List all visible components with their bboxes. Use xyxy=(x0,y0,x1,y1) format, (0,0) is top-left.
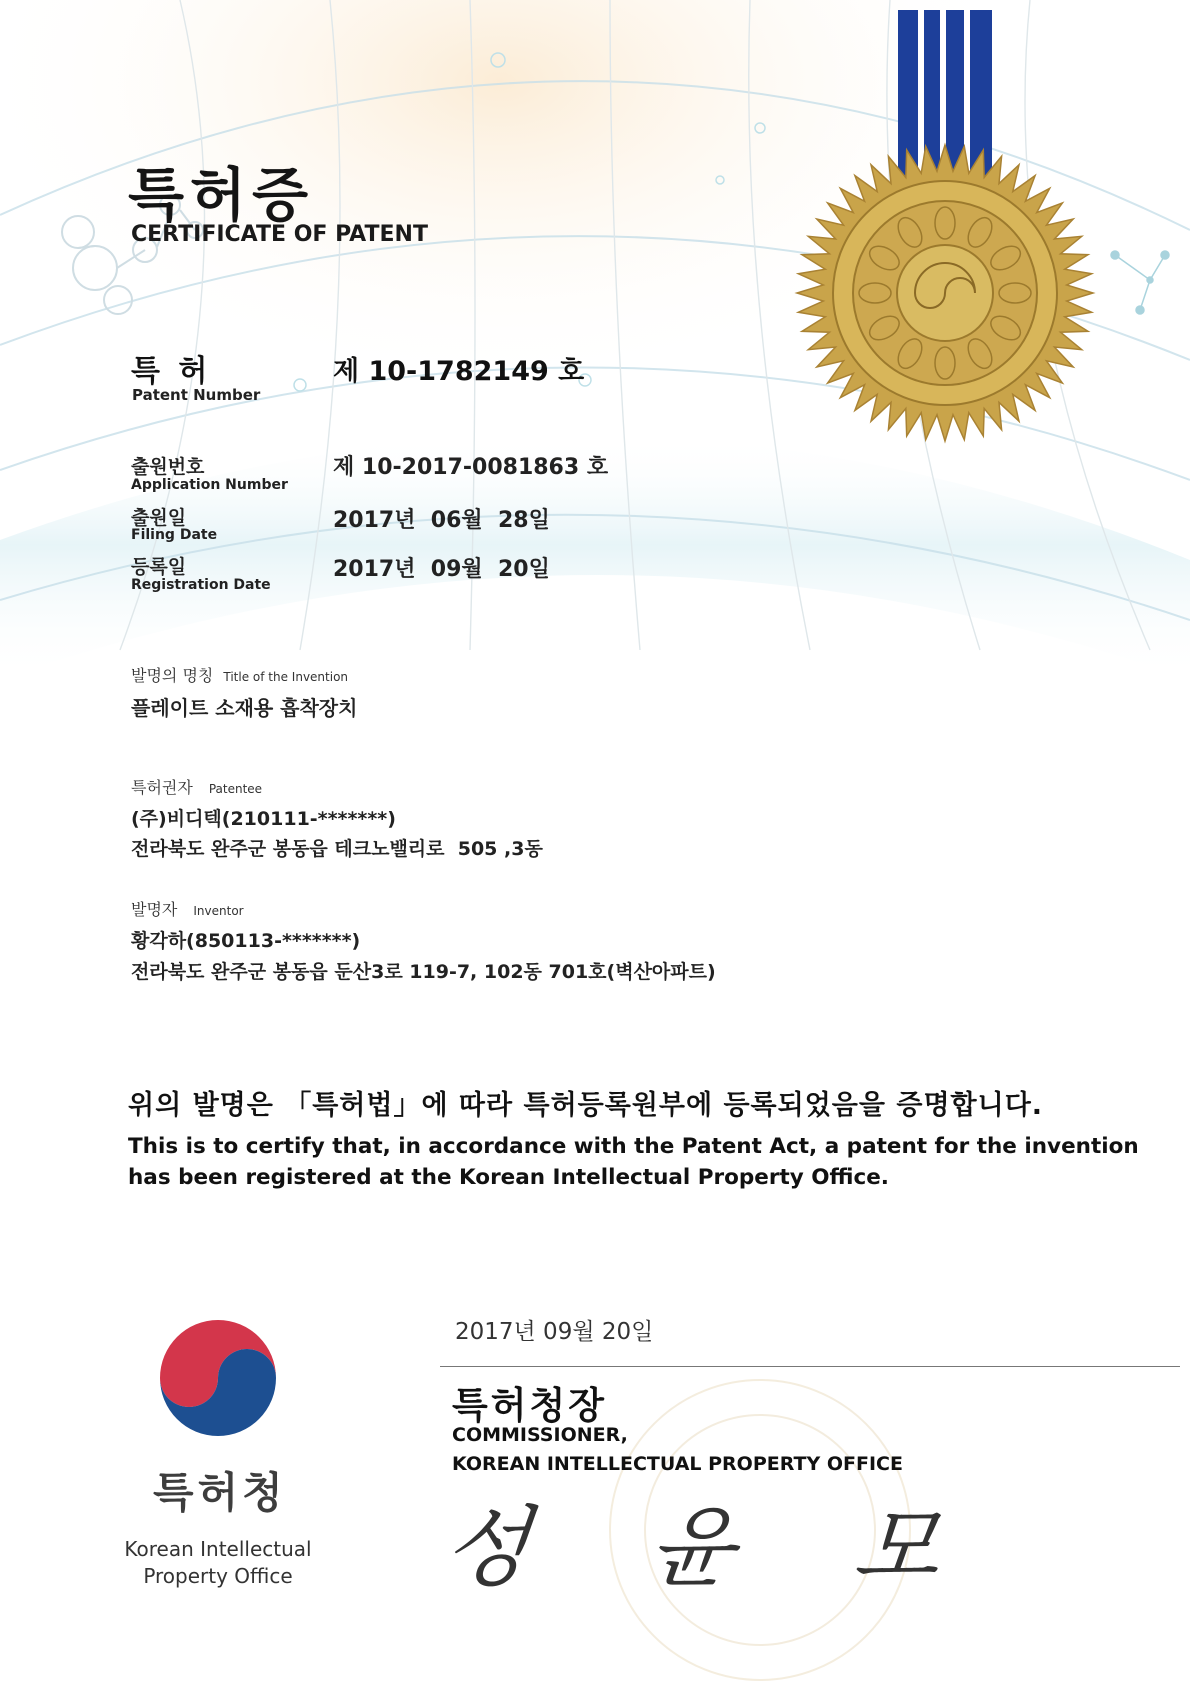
certificate-title-kr: 특허증 xyxy=(128,161,315,229)
declaration-en-line2: has been registered at the Korean Intellectual Property Office. xyxy=(128,1165,889,1190)
patentee-label-kr: 특허권자 xyxy=(131,778,193,797)
application-number-label-kr: 출원번호 xyxy=(131,456,205,478)
filing-date-label-kr: 출원일 xyxy=(131,507,187,529)
declaration-en-line1: This is to certify that, in accordance with the Patent Act, a patent for the invention xyxy=(128,1134,1139,1159)
invention-label-en: Title of the Invention xyxy=(223,670,349,684)
invention-label-kr: 발명의 명칭 xyxy=(131,666,214,685)
declaration-kr: 위의 발명은 「특허법」에 따라 특허등록원부에 등록되었음을 증명합니다. xyxy=(128,1090,1044,1121)
office-name-kr: 특허청 xyxy=(153,1468,287,1517)
signature-divider xyxy=(440,1366,1180,1367)
commissioner-title-kr: 특허청장 xyxy=(452,1384,607,1427)
invention-heading xyxy=(131,663,348,686)
inventor-label-en: Inventor xyxy=(193,904,244,918)
commissioner-title-en-line1: COMMISSIONER, xyxy=(452,1424,628,1446)
office-name-en-line2: Property Office xyxy=(143,1564,293,1588)
patent-number-label-en: Patent Number xyxy=(132,386,261,404)
certificate-title-en: CERTIFICATE OF PATENT xyxy=(131,222,428,247)
application-number-value: 제 10-2017-0081863 호 xyxy=(333,455,609,480)
inventor-name: 황각하(850113-*******) xyxy=(131,930,361,952)
inventor-address: 전라북도 완주군 봉동읍 둔산3로 119-7, 102동 701호(벽산아파트) xyxy=(131,961,716,983)
patentee-address: 전라북도 완주군 봉동읍 테크노밸리로 505 ,3동 xyxy=(131,838,543,860)
registration-date-label-kr: 등록일 xyxy=(131,556,187,578)
application-number-label-en: Application Number xyxy=(131,477,288,493)
patentee-heading xyxy=(131,775,262,798)
inventor-heading xyxy=(131,897,244,920)
patent-number-label-kr: 특 허 xyxy=(131,354,212,389)
patentee-name: (주)비디텍(210111-*******) xyxy=(131,808,396,830)
invention-title: 플레이트 소재용 흡착장치 xyxy=(131,696,358,720)
office-name-en-line1: Korean Intellectual xyxy=(124,1537,312,1561)
filing-date-value: 2017년 06월 28일 xyxy=(333,508,550,533)
registration-date-value: 2017년 09월 20일 xyxy=(333,557,550,582)
gold-seal-medallion xyxy=(780,0,1110,460)
issue-date: 2017년 09월 20일 xyxy=(455,1319,654,1345)
taegeuk-logo xyxy=(150,1310,286,1446)
inventor-label-kr: 발명자 xyxy=(131,900,178,919)
registration-date-label-en: Registration Date xyxy=(131,577,271,593)
commissioner-title-en-line2: KOREAN INTELLECTUAL PROPERTY OFFICE xyxy=(452,1453,903,1475)
commissioner-signature: 성 윤 모 xyxy=(438,1496,991,1599)
patent-number-value: 제 10-1782149 호 xyxy=(333,356,585,387)
patentee-label-en: Patentee xyxy=(208,782,263,796)
filing-date-label-en: Filing Date xyxy=(131,527,218,543)
